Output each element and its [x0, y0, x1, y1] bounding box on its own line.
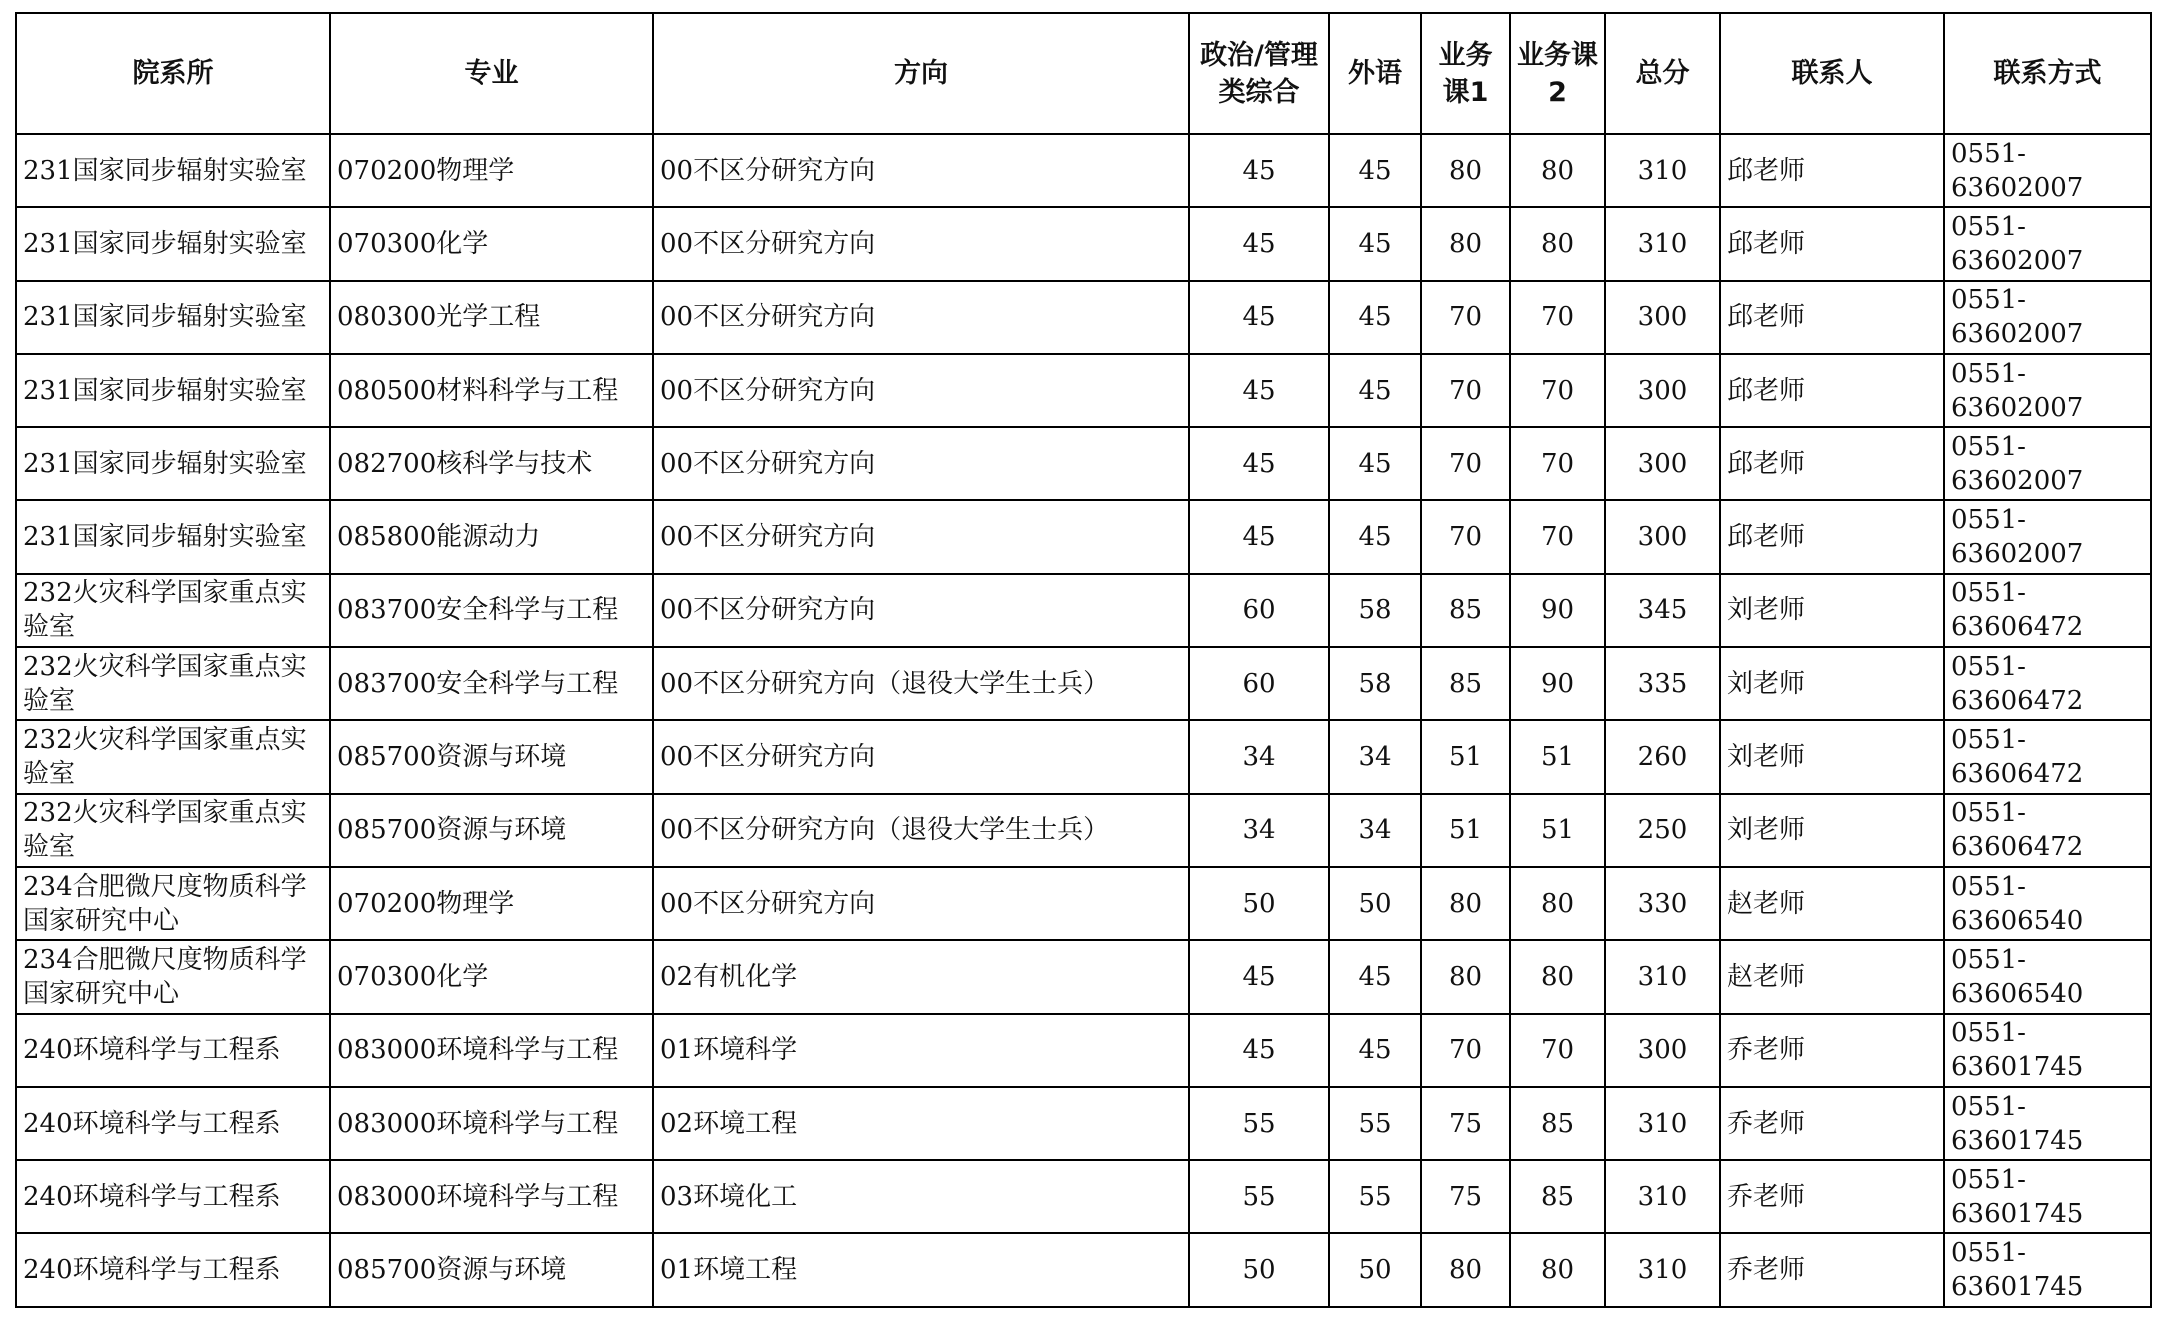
- cell-course2: 80: [1510, 207, 1605, 280]
- cell-contact-phone: 0551-63602007: [1944, 354, 2151, 427]
- header-course2: 业务课2: [1510, 13, 1605, 134]
- cell-dept: 234合肥微尺度物质科学国家研究中心: [16, 940, 330, 1013]
- cell-direction: 00不区分研究方向: [653, 207, 1189, 280]
- cell-direction: 00不区分研究方向: [653, 281, 1189, 354]
- cell-politics: 45: [1189, 940, 1329, 1013]
- cell-politics: 34: [1189, 794, 1329, 867]
- cell-major: 083700安全科学与工程: [330, 647, 653, 720]
- cell-contact-person: 刘老师: [1720, 794, 1944, 867]
- cell-politics: 50: [1189, 1233, 1329, 1306]
- cell-direction: 02环境工程: [653, 1087, 1189, 1160]
- cell-major: 070300化学: [330, 940, 653, 1013]
- cell-politics: 50: [1189, 867, 1329, 940]
- table-row: [16, 1233, 2151, 1306]
- cell-contact-phone: 0551-63601745: [1944, 1087, 2151, 1160]
- cell-direction: 00不区分研究方向: [653, 574, 1189, 647]
- cell-course1: 51: [1421, 720, 1510, 793]
- cell-course2: 90: [1510, 647, 1605, 720]
- cell-contact-phone: 0551-63602007: [1944, 134, 2151, 207]
- table-body: [16, 134, 2151, 1307]
- cell-direction: 01环境科学: [653, 1014, 1189, 1087]
- cell-course1: 70: [1421, 354, 1510, 427]
- cell-course2: 70: [1510, 1014, 1605, 1087]
- cell-contact-phone: 0551-63606540: [1944, 867, 2151, 940]
- cell-course1: 85: [1421, 647, 1510, 720]
- cell-contact-phone: 0551-63601745: [1944, 1233, 2151, 1306]
- cell-major: 070300化学: [330, 207, 653, 280]
- header-contact-phone: 联系方式: [1944, 13, 2151, 134]
- cell-language: 34: [1329, 720, 1421, 793]
- cell-dept: 232火灾科学国家重点实验室: [16, 794, 330, 867]
- cell-total: 300: [1605, 354, 1720, 427]
- cell-direction: 00不区分研究方向: [653, 354, 1189, 427]
- table-row: [16, 500, 2151, 573]
- cell-language: 45: [1329, 354, 1421, 427]
- cell-language: 45: [1329, 940, 1421, 1013]
- cell-contact-person: 刘老师: [1720, 647, 1944, 720]
- table-row: [16, 867, 2151, 940]
- cell-language: 45: [1329, 134, 1421, 207]
- cell-politics: 45: [1189, 354, 1329, 427]
- header-dept: 院系所: [16, 13, 330, 134]
- cell-contact-person: 赵老师: [1720, 940, 1944, 1013]
- cell-contact-phone: 0551-63602007: [1944, 281, 2151, 354]
- header-language: 外语: [1329, 13, 1421, 134]
- table-row: [16, 1014, 2151, 1087]
- cell-contact-person: 邱老师: [1720, 354, 1944, 427]
- cell-course2: 80: [1510, 1233, 1605, 1306]
- cell-course1: 70: [1421, 427, 1510, 500]
- cell-total: 300: [1605, 427, 1720, 500]
- cell-dept: 234合肥微尺度物质科学国家研究中心: [16, 867, 330, 940]
- cell-direction: 00不区分研究方向: [653, 867, 1189, 940]
- cell-course1: 75: [1421, 1160, 1510, 1233]
- cell-course1: 70: [1421, 1014, 1510, 1087]
- header-contact-person: 联系人: [1720, 13, 1944, 134]
- table-row: [16, 354, 2151, 427]
- cell-direction: 01环境工程: [653, 1233, 1189, 1306]
- cell-total: 345: [1605, 574, 1720, 647]
- cell-language: 50: [1329, 1233, 1421, 1306]
- header-course1: 业务课1: [1421, 13, 1510, 134]
- cell-course1: 80: [1421, 134, 1510, 207]
- cell-course1: 80: [1421, 940, 1510, 1013]
- cell-politics: 34: [1189, 720, 1329, 793]
- cell-dept: 231国家同步辐射实验室: [16, 134, 330, 207]
- header-major: 专业: [330, 13, 653, 134]
- cell-total: 250: [1605, 794, 1720, 867]
- cell-major: 085700资源与环境: [330, 1233, 653, 1306]
- cell-course2: 90: [1510, 574, 1605, 647]
- cell-major: 083000环境科学与工程: [330, 1087, 653, 1160]
- cell-course1: 80: [1421, 207, 1510, 280]
- table-row: [16, 1087, 2151, 1160]
- cell-politics: 55: [1189, 1160, 1329, 1233]
- table-row: [16, 134, 2151, 207]
- table-row: [16, 794, 2151, 867]
- cell-contact-person: 刘老师: [1720, 720, 1944, 793]
- table-row: [16, 427, 2151, 500]
- cell-contact-person: 邱老师: [1720, 134, 1944, 207]
- cell-contact-phone: 0551-63602007: [1944, 427, 2151, 500]
- header-politics: 政治/管理类综合: [1189, 13, 1329, 134]
- cell-politics: 45: [1189, 134, 1329, 207]
- cell-contact-person: 邱老师: [1720, 281, 1944, 354]
- cell-course2: 80: [1510, 134, 1605, 207]
- table-row: [16, 720, 2151, 793]
- cell-language: 45: [1329, 1014, 1421, 1087]
- cell-dept: 240环境科学与工程系: [16, 1233, 330, 1306]
- cell-total: 300: [1605, 1014, 1720, 1087]
- cell-dept: 231国家同步辐射实验室: [16, 500, 330, 573]
- cell-total: 310: [1605, 207, 1720, 280]
- cell-direction: 00不区分研究方向: [653, 427, 1189, 500]
- cell-contact-phone: 0551-63601745: [1944, 1014, 2151, 1087]
- cell-language: 55: [1329, 1087, 1421, 1160]
- cell-direction: 03环境化工: [653, 1160, 1189, 1233]
- cell-direction: 00不区分研究方向（退役大学生士兵）: [653, 647, 1189, 720]
- cell-course2: 51: [1510, 794, 1605, 867]
- cell-course2: 70: [1510, 281, 1605, 354]
- cell-direction: 00不区分研究方向: [653, 720, 1189, 793]
- cell-politics: 55: [1189, 1087, 1329, 1160]
- cell-contact-person: 刘老师: [1720, 574, 1944, 647]
- cell-language: 45: [1329, 500, 1421, 573]
- cell-contact-person: 邱老师: [1720, 500, 1944, 573]
- cell-politics: 45: [1189, 207, 1329, 280]
- cell-contact-person: 邱老师: [1720, 207, 1944, 280]
- cell-major: 080300光学工程: [330, 281, 653, 354]
- cell-course2: 85: [1510, 1160, 1605, 1233]
- cell-total: 300: [1605, 500, 1720, 573]
- cell-dept: 231国家同步辐射实验室: [16, 281, 330, 354]
- table-row: [16, 281, 2151, 354]
- cell-contact-phone: 0551-63601745: [1944, 1160, 2151, 1233]
- cell-course1: 80: [1421, 867, 1510, 940]
- cell-dept: 232火灾科学国家重点实验室: [16, 574, 330, 647]
- cell-total: 335: [1605, 647, 1720, 720]
- cell-course2: 80: [1510, 867, 1605, 940]
- cell-dept: 240环境科学与工程系: [16, 1087, 330, 1160]
- cell-contact-phone: 0551-63606472: [1944, 720, 2151, 793]
- cell-total: 300: [1605, 281, 1720, 354]
- cell-dept: 231国家同步辐射实验室: [16, 207, 330, 280]
- cell-dept: 240环境科学与工程系: [16, 1160, 330, 1233]
- cell-language: 45: [1329, 427, 1421, 500]
- cell-politics: 45: [1189, 427, 1329, 500]
- cell-direction: 00不区分研究方向（退役大学生士兵）: [653, 794, 1189, 867]
- cell-total: 310: [1605, 1087, 1720, 1160]
- cell-politics: 45: [1189, 500, 1329, 573]
- cell-dept: 232火灾科学国家重点实验室: [16, 720, 330, 793]
- table-row: [16, 1160, 2151, 1233]
- cell-language: 34: [1329, 794, 1421, 867]
- cell-course1: 51: [1421, 794, 1510, 867]
- cell-total: 330: [1605, 867, 1720, 940]
- cell-course2: 70: [1510, 500, 1605, 573]
- cell-language: 50: [1329, 867, 1421, 940]
- cell-major: 080500材料科学与工程: [330, 354, 653, 427]
- cell-total: 310: [1605, 1160, 1720, 1233]
- cell-contact-phone: 0551-63606472: [1944, 647, 2151, 720]
- table-row: [16, 574, 2151, 647]
- cell-language: 55: [1329, 1160, 1421, 1233]
- cell-language: 58: [1329, 647, 1421, 720]
- cell-dept: 231国家同步辐射实验室: [16, 354, 330, 427]
- cell-total: 260: [1605, 720, 1720, 793]
- cell-major: 082700核科学与技术: [330, 427, 653, 500]
- cell-contact-phone: 0551-63606472: [1944, 794, 2151, 867]
- table-row: [16, 647, 2151, 720]
- cell-major: 085700资源与环境: [330, 720, 653, 793]
- cell-contact-phone: 0551-63606540: [1944, 940, 2151, 1013]
- cell-politics: 45: [1189, 281, 1329, 354]
- cell-dept: 240环境科学与工程系: [16, 1014, 330, 1087]
- score-table: [15, 12, 2152, 1308]
- cell-language: 45: [1329, 281, 1421, 354]
- cell-contact-person: 乔老师: [1720, 1160, 1944, 1233]
- cell-contact-person: 邱老师: [1720, 427, 1944, 500]
- cell-contact-phone: 0551-63602007: [1944, 207, 2151, 280]
- cell-language: 45: [1329, 207, 1421, 280]
- cell-total: 310: [1605, 134, 1720, 207]
- cell-major: 083000环境科学与工程: [330, 1014, 653, 1087]
- cell-course1: 80: [1421, 1233, 1510, 1306]
- cell-language: 58: [1329, 574, 1421, 647]
- cell-course2: 70: [1510, 427, 1605, 500]
- cell-politics: 60: [1189, 574, 1329, 647]
- cell-contact-person: 乔老师: [1720, 1087, 1944, 1160]
- cell-course1: 70: [1421, 500, 1510, 573]
- cell-direction: 02有机化学: [653, 940, 1189, 1013]
- cell-politics: 45: [1189, 1014, 1329, 1087]
- cell-major: 083000环境科学与工程: [330, 1160, 653, 1233]
- cell-major: 083700安全科学与工程: [330, 574, 653, 647]
- cell-direction: 00不区分研究方向: [653, 500, 1189, 573]
- cell-course1: 70: [1421, 281, 1510, 354]
- cell-course2: 85: [1510, 1087, 1605, 1160]
- cell-direction: 00不区分研究方向: [653, 134, 1189, 207]
- cell-dept: 232火灾科学国家重点实验室: [16, 647, 330, 720]
- cell-course1: 75: [1421, 1087, 1510, 1160]
- cell-course2: 70: [1510, 354, 1605, 427]
- cell-contact-phone: 0551-63606472: [1944, 574, 2151, 647]
- cell-major: 085700资源与环境: [330, 794, 653, 867]
- table-row: [16, 207, 2151, 280]
- cell-dept: 231国家同步辐射实验室: [16, 427, 330, 500]
- header-direction: 方向: [653, 13, 1189, 134]
- cell-total: 310: [1605, 940, 1720, 1013]
- cell-contact-person: 乔老师: [1720, 1014, 1944, 1087]
- cell-major: 070200物理学: [330, 867, 653, 940]
- cell-politics: 60: [1189, 647, 1329, 720]
- cell-contact-person: 赵老师: [1720, 867, 1944, 940]
- header-total: 总分: [1605, 13, 1720, 134]
- table-row: [16, 940, 2151, 1013]
- cell-contact-person: 乔老师: [1720, 1233, 1944, 1306]
- cell-major: 085800能源动力: [330, 500, 653, 573]
- cell-course2: 80: [1510, 940, 1605, 1013]
- cell-total: 310: [1605, 1233, 1720, 1306]
- cell-course1: 85: [1421, 574, 1510, 647]
- cell-course2: 51: [1510, 720, 1605, 793]
- header-row: [16, 13, 2151, 134]
- cell-major: 070200物理学: [330, 134, 653, 207]
- cell-contact-phone: 0551-63602007: [1944, 500, 2151, 573]
